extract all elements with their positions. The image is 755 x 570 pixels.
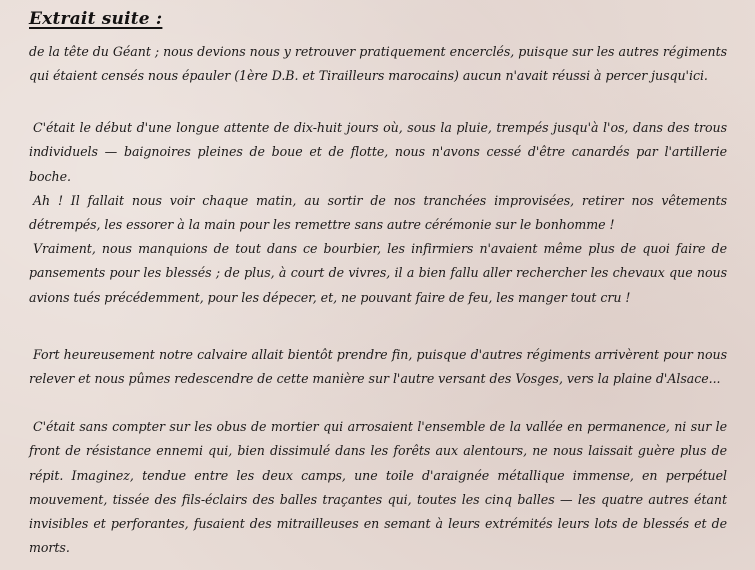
paragraph: C'était sans compter sur les obus de mortier qui arrosaient l'ensemble de la vallée en permanence, ni sur le front de résistance ennemi qui, bien dissimulé dans les forêts aux alentours, ne nous laissait guère plus de répit. Imaginez, tendue entre les deux camps, une toile d'araignée métallique immense, en perpétuel mouvement, tissée des fils-éclairs des balles traçantes qui, toutes les cinq balles — les quatre autres étant invisibles et perforantes, fusaient des mitrailleuses en semant à leurs extrémités leurs lots de blessés et de morts. <box>29 419 727 556</box>
paragraph: Fort heureusement notre calvaire allait bientôt prendre fin, puisque d'autres régiments arrivèrent pour nous relever et nous pûmes redescendre de cette manière sur l'autre versant des Vosges, vers la plaine d'Alsace... <box>29 347 727 387</box>
paragraph: Vraiment, nous manquions de tout dans ce bourbier, les infirmiers n'avaient même plus de quoi faire de pansements pour les blessés ; de plus, à court de vivres, il a bien fallu aller rechercher les chevaux que nous avions tués précédemment, pour les dépecer, et, ne pouvant faire de feu, les manger tout cru ! <box>29 241 727 305</box>
paragraph: C'était le début d'une longue attente de dix-huit jours où, sous la pluie, trempés jusqu'à l'os, dans des trous individuels — baignoires pleines de boue et de flotte, nous n'avons cessé d'être canardés par l'artillerie boche. <box>29 120 727 184</box>
document-title: Extrait suite : <box>29 9 163 29</box>
paragraph: de la tête du Géant ; nous devions nous y retrouver pratiquement encerclés, puisque sur les autres régiments qui étaient censés nous épauler (1ère D.B. et Tirailleurs marocains) aucun n'avait réussi à percer jusqu'ici. <box>29 44 727 84</box>
paragraph: Ah ! Il fallait nous voir chaque matin, au sortir de nos tranchées improvisées, retirer nos vêtements détrempés, les essorer à la main pour les remettre sans autre cérémonie sur le bonhomme ! <box>29 193 727 233</box>
